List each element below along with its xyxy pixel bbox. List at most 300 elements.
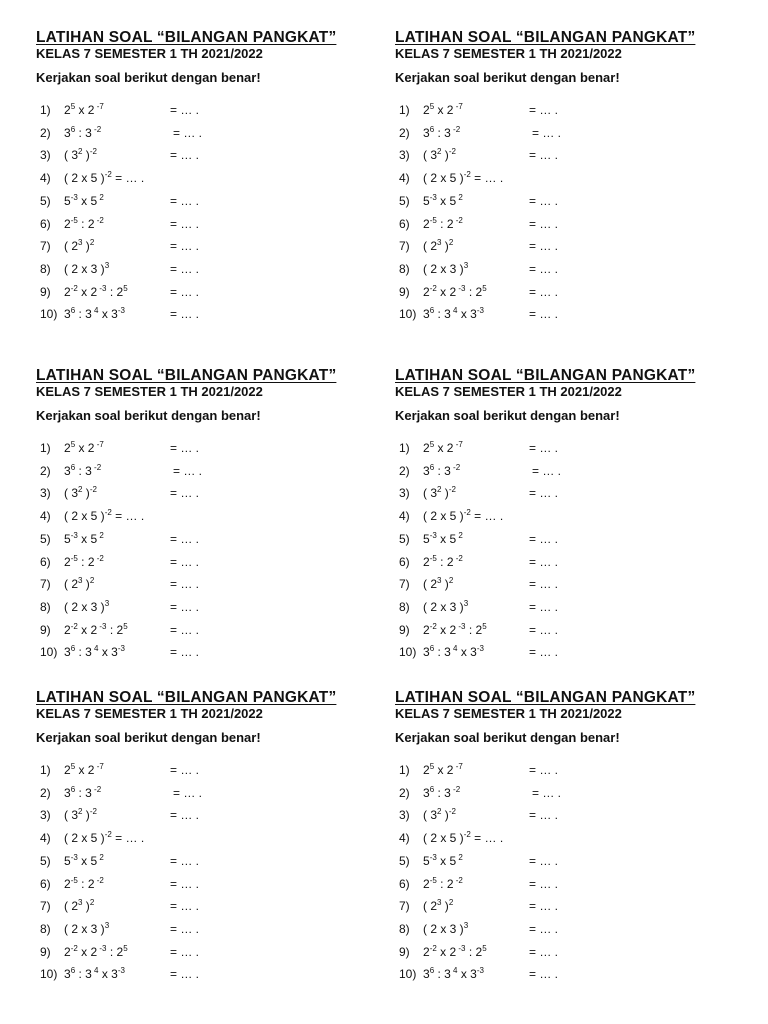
expression-text: ) bbox=[441, 577, 449, 592]
expression-text: ( 2 bbox=[64, 899, 79, 914]
worksheet-block bbox=[395, 29, 745, 322]
expression-text: 5 bbox=[64, 853, 71, 868]
exponent: 5 bbox=[482, 943, 487, 953]
answer-blank: = … . bbox=[170, 967, 200, 982]
exponent: 5 bbox=[123, 621, 128, 631]
expression-text: 3 bbox=[423, 785, 430, 800]
expression-text: x 3 bbox=[98, 307, 118, 322]
exponent: -3 bbox=[429, 192, 437, 202]
expression-text: x 2 bbox=[77, 944, 98, 959]
exponent: 3 bbox=[463, 920, 469, 930]
expression-text: 3 bbox=[64, 307, 71, 322]
expression-text: : 2 bbox=[77, 554, 95, 569]
exponent: -7 bbox=[94, 762, 104, 771]
question-number: 2) bbox=[399, 125, 410, 140]
exponent: 5 bbox=[70, 102, 76, 111]
question-expression bbox=[423, 598, 468, 616]
answer-blank: = … . bbox=[170, 103, 200, 117]
expression-text: x 5 bbox=[436, 531, 457, 546]
expression-text: : 3 bbox=[434, 307, 451, 322]
answer-blank: = … . bbox=[170, 853, 200, 868]
exponent: -5 bbox=[429, 215, 437, 225]
exponent: -2 bbox=[70, 943, 78, 953]
question-expression bbox=[64, 439, 104, 457]
question-expression bbox=[423, 943, 487, 961]
worksheet-block bbox=[36, 367, 386, 660]
question-expression bbox=[423, 146, 456, 164]
question-expression bbox=[423, 829, 503, 847]
answer-blank: = … . bbox=[529, 577, 559, 592]
question-number: 8) bbox=[399, 921, 410, 936]
exponent: -2 bbox=[463, 170, 471, 180]
exponent: 6 bbox=[70, 462, 76, 472]
expression-text: : 2 bbox=[465, 284, 483, 299]
expression-text: : 2 bbox=[436, 554, 454, 569]
question-expression bbox=[64, 124, 101, 142]
answer-blank: = … . bbox=[529, 261, 559, 276]
question-expression bbox=[64, 575, 94, 593]
exponent: 3 bbox=[463, 260, 469, 270]
question-number: 1) bbox=[399, 763, 410, 777]
exponent: -2 bbox=[450, 124, 461, 134]
answer-blank: = … . bbox=[170, 763, 200, 777]
expression-text: 3 bbox=[64, 785, 71, 800]
expression-text: 5 bbox=[423, 193, 430, 208]
exponent: 2 bbox=[97, 852, 104, 862]
worksheet-instruction: Kerjakan soal berikut dengan benar! bbox=[36, 70, 261, 85]
exponent: 4 bbox=[91, 644, 99, 654]
expression-text: ( 2 x 3 ) bbox=[423, 261, 464, 276]
expression-text: ) bbox=[441, 239, 449, 254]
question-expression bbox=[423, 439, 463, 457]
answer-blank: = … . bbox=[529, 441, 559, 455]
expression-text: 2 bbox=[423, 554, 430, 569]
exponent: -3 bbox=[476, 306, 484, 316]
exponent: -2 bbox=[429, 621, 437, 631]
expression-text: = … . bbox=[111, 831, 145, 846]
expression-text: x 2 bbox=[434, 441, 454, 455]
exponent: 5 bbox=[70, 440, 76, 449]
worksheet-title: LATIHAN SOAL “BILANGAN PANGKAT” bbox=[395, 689, 696, 706]
answer-blank: = … . bbox=[170, 876, 200, 891]
question-number: 1) bbox=[399, 441, 410, 455]
question-expression bbox=[423, 965, 484, 983]
answer-blank: = … . bbox=[529, 808, 559, 823]
question-expression bbox=[423, 852, 463, 870]
question-expression bbox=[64, 553, 104, 571]
expression-text: ( 3 bbox=[423, 148, 438, 163]
expression-text: 2 bbox=[64, 441, 71, 455]
question-expression bbox=[423, 530, 463, 548]
exponent: -2 bbox=[94, 553, 104, 563]
exponent: -3 bbox=[456, 283, 466, 293]
question-expression bbox=[423, 484, 456, 502]
expression-text: x 2 bbox=[436, 284, 457, 299]
exponent: 5 bbox=[429, 440, 435, 449]
expression-text: : 3 bbox=[75, 785, 92, 800]
expression-text: x 2 bbox=[434, 763, 454, 777]
expression-text: x 5 bbox=[436, 193, 457, 208]
question-expression bbox=[423, 192, 463, 210]
question-number: 8) bbox=[399, 599, 410, 614]
question-expression bbox=[423, 169, 503, 187]
question-number: 7) bbox=[399, 577, 410, 592]
exponent: -7 bbox=[94, 102, 104, 111]
answer-blank: = … . bbox=[529, 216, 559, 231]
exponent: 2 bbox=[437, 485, 442, 495]
exponent: -7 bbox=[453, 440, 463, 449]
worksheet-instruction: Kerjakan soal berikut dengan benar! bbox=[395, 408, 620, 423]
expression-text: : 2 bbox=[77, 876, 95, 891]
exponent: -3 bbox=[117, 966, 125, 976]
expression-text: ( 2 x 3 ) bbox=[64, 599, 105, 614]
expression-text: ) bbox=[82, 808, 90, 823]
question-number: 9) bbox=[40, 622, 51, 637]
worksheet-instruction: Kerjakan soal berikut dengan benar! bbox=[395, 730, 620, 745]
exponent: 6 bbox=[429, 306, 435, 316]
exponent: -2 bbox=[89, 807, 97, 817]
expression-text: 2 bbox=[64, 216, 71, 231]
answer-blank: = … . bbox=[529, 599, 559, 614]
question-number: 2) bbox=[40, 125, 51, 140]
answer-blank: = … . bbox=[170, 307, 200, 322]
exponent: 3 bbox=[463, 598, 469, 608]
exponent: 2 bbox=[456, 852, 463, 862]
question-expression bbox=[423, 305, 484, 323]
question-number: 2) bbox=[399, 785, 410, 800]
exponent: 3 bbox=[78, 898, 83, 908]
worksheet-instruction: Kerjakan soal berikut dengan benar! bbox=[395, 70, 620, 85]
exponent: -3 bbox=[97, 283, 107, 293]
exponent: -5 bbox=[429, 875, 437, 885]
expression-text: ) bbox=[441, 899, 449, 914]
expression-text: 3 bbox=[423, 463, 430, 478]
question-expression bbox=[423, 761, 463, 779]
question-number: 4) bbox=[399, 171, 410, 186]
expression-text: : 3 bbox=[434, 463, 451, 478]
question-expression bbox=[423, 643, 484, 661]
expression-text: ( 2 bbox=[423, 239, 438, 254]
answer-blank: = … . bbox=[532, 463, 562, 478]
expression-text: 3 bbox=[423, 645, 430, 660]
question-number: 9) bbox=[399, 284, 410, 299]
question-number: 10) bbox=[399, 307, 417, 322]
question-expression bbox=[64, 215, 104, 233]
question-expression bbox=[64, 507, 144, 525]
exponent: 5 bbox=[482, 621, 487, 631]
expression-text: 2 bbox=[64, 944, 71, 959]
expression-text: x 2 bbox=[75, 441, 95, 455]
expression-text: ( 2 x 5 ) bbox=[423, 831, 464, 846]
question-number: 8) bbox=[40, 599, 51, 614]
question-number: 7) bbox=[40, 899, 51, 914]
expression-text: 3 bbox=[423, 125, 430, 140]
expression-text: ( 2 x 5 ) bbox=[423, 509, 464, 524]
expression-text: ( 2 x 5 ) bbox=[64, 509, 105, 524]
answer-blank: = … . bbox=[173, 463, 203, 478]
question-expression bbox=[423, 101, 463, 119]
exponent: 2 bbox=[89, 898, 95, 908]
expression-text: : 3 bbox=[434, 645, 451, 660]
expression-text: 2 bbox=[64, 103, 71, 117]
question-number: 10) bbox=[40, 307, 58, 322]
exponent: -5 bbox=[70, 553, 78, 563]
worksheet-block bbox=[395, 367, 745, 660]
worksheet-subtitle: KELAS 7 SEMESTER 1 TH 2021/2022 bbox=[36, 46, 263, 61]
question-expression bbox=[423, 260, 468, 278]
expression-text: : 3 bbox=[75, 463, 92, 478]
question-expression bbox=[423, 621, 487, 639]
exponent: -2 bbox=[448, 147, 456, 157]
expression-text: x 2 bbox=[75, 103, 95, 117]
exponent: 6 bbox=[70, 966, 76, 976]
question-number: 7) bbox=[399, 899, 410, 914]
exponent: 6 bbox=[70, 124, 76, 134]
answer-blank: = … . bbox=[529, 876, 559, 891]
expression-text: x 3 bbox=[457, 307, 477, 322]
expression-text: : 3 bbox=[75, 967, 92, 982]
question-number: 3) bbox=[40, 808, 51, 823]
exponent: -3 bbox=[476, 644, 484, 654]
expression-text: ) bbox=[441, 808, 449, 823]
answer-blank: = … . bbox=[529, 239, 559, 254]
expression-text: 2 bbox=[64, 763, 71, 777]
question-expression bbox=[64, 761, 104, 779]
expression-text: x 3 bbox=[457, 645, 477, 660]
question-expression bbox=[423, 237, 453, 255]
exponent: -2 bbox=[94, 215, 104, 225]
exponent: 3 bbox=[437, 898, 442, 908]
answer-blank: = … . bbox=[170, 577, 200, 592]
expression-text: : 2 bbox=[436, 876, 454, 891]
question-expression bbox=[423, 784, 460, 802]
question-expression bbox=[423, 920, 468, 938]
answer-blank: = … . bbox=[170, 216, 200, 231]
expression-text: ) bbox=[82, 148, 90, 163]
question-number: 9) bbox=[40, 944, 51, 959]
expression-text: : 2 bbox=[77, 216, 95, 231]
question-expression bbox=[64, 283, 128, 301]
expression-text: x 2 bbox=[436, 622, 457, 637]
question-number: 6) bbox=[399, 216, 410, 231]
expression-text: x 5 bbox=[436, 853, 457, 868]
worksheet-block bbox=[36, 29, 386, 322]
exponent: 6 bbox=[70, 306, 76, 316]
worksheet-title: LATIHAN SOAL “BILANGAN PANGKAT” bbox=[395, 367, 696, 384]
exponent: -2 bbox=[91, 462, 102, 472]
exponent: 6 bbox=[429, 644, 435, 654]
answer-blank: = … . bbox=[170, 622, 200, 637]
worksheet-instruction: Kerjakan soal berikut dengan benar! bbox=[36, 408, 261, 423]
question-expression bbox=[64, 943, 128, 961]
expression-text: ( 3 bbox=[64, 486, 79, 501]
answer-blank: = … . bbox=[170, 486, 200, 501]
question-number: 9) bbox=[399, 622, 410, 637]
exponent: 2 bbox=[89, 238, 95, 248]
question-number: 1) bbox=[40, 103, 51, 117]
exponent: 2 bbox=[78, 147, 83, 157]
expression-text: ( 2 x 3 ) bbox=[64, 261, 105, 276]
expression-text: : 3 bbox=[434, 785, 451, 800]
question-number: 9) bbox=[40, 284, 51, 299]
exponent: -2 bbox=[453, 553, 463, 563]
question-expression bbox=[64, 897, 94, 915]
worksheet-title: LATIHAN SOAL “BILANGAN PANGKAT” bbox=[36, 689, 337, 706]
question-expression bbox=[423, 553, 463, 571]
question-number: 7) bbox=[40, 577, 51, 592]
exponent: -2 bbox=[70, 621, 78, 631]
question-number: 10) bbox=[40, 967, 58, 982]
question-expression bbox=[64, 852, 104, 870]
question-expression bbox=[64, 192, 104, 210]
question-number: 10) bbox=[399, 645, 417, 660]
question-expression bbox=[64, 598, 109, 616]
expression-text: 2 bbox=[64, 284, 71, 299]
expression-text: = … . bbox=[470, 831, 504, 846]
exponent: 3 bbox=[78, 576, 83, 586]
question-expression bbox=[64, 784, 101, 802]
expression-text: ( 2 x 5 ) bbox=[423, 171, 464, 186]
exponent: 6 bbox=[429, 462, 435, 472]
exponent: 5 bbox=[482, 283, 487, 293]
question-expression bbox=[64, 643, 125, 661]
expression-text: 2 bbox=[64, 876, 71, 891]
expression-text: ( 3 bbox=[423, 808, 438, 823]
question-expression bbox=[423, 507, 503, 525]
expression-text: : 2 bbox=[436, 216, 454, 231]
expression-text: 3 bbox=[64, 463, 71, 478]
expression-text: x 3 bbox=[457, 967, 477, 982]
exponent: -3 bbox=[70, 530, 78, 540]
expression-text: : 3 bbox=[434, 125, 451, 140]
exponent: 2 bbox=[437, 147, 442, 157]
exponent: -5 bbox=[429, 553, 437, 563]
expression-text: ) bbox=[441, 486, 449, 501]
exponent: -7 bbox=[453, 102, 463, 111]
answer-blank: = … . bbox=[529, 307, 559, 322]
question-expression bbox=[423, 124, 460, 142]
exponent: 3 bbox=[78, 238, 83, 248]
exponent: -3 bbox=[97, 621, 107, 631]
question-expression bbox=[64, 462, 101, 480]
expression-text: ) bbox=[82, 577, 90, 592]
expression-text: = … . bbox=[470, 509, 504, 524]
exponent: 4 bbox=[450, 644, 458, 654]
question-number: 3) bbox=[399, 486, 410, 501]
answer-blank: = … . bbox=[529, 853, 559, 868]
exponent: 6 bbox=[429, 124, 435, 134]
worksheet-title: LATIHAN SOAL “BILANGAN PANGKAT” bbox=[36, 29, 337, 46]
question-expression bbox=[64, 829, 144, 847]
expression-text: : 3 bbox=[434, 967, 451, 982]
exponent: -2 bbox=[448, 807, 456, 817]
expression-text: 2 bbox=[423, 103, 430, 117]
answer-blank: = … . bbox=[532, 785, 562, 800]
question-number: 1) bbox=[40, 763, 51, 777]
answer-blank: = … . bbox=[529, 944, 559, 959]
worksheet-subtitle: KELAS 7 SEMESTER 1 TH 2021/2022 bbox=[395, 46, 622, 61]
question-expression bbox=[64, 305, 125, 323]
worksheet-block bbox=[395, 689, 745, 982]
expression-text: ( 2 bbox=[64, 577, 79, 592]
exponent: -2 bbox=[463, 830, 471, 840]
question-number: 2) bbox=[40, 785, 51, 800]
exponent: 5 bbox=[429, 102, 435, 111]
worksheet-block bbox=[36, 689, 386, 982]
question-expression bbox=[64, 237, 94, 255]
answer-blank: = … . bbox=[529, 921, 559, 936]
expression-text: x 2 bbox=[434, 103, 454, 117]
exponent: -2 bbox=[448, 485, 456, 495]
answer-blank: = … . bbox=[170, 599, 200, 614]
question-number: 6) bbox=[40, 876, 51, 891]
expression-text: x 2 bbox=[77, 284, 98, 299]
question-number: 3) bbox=[40, 486, 51, 501]
exponent: 2 bbox=[97, 192, 104, 202]
exponent: -3 bbox=[429, 852, 437, 862]
question-number: 2) bbox=[399, 463, 410, 478]
question-expression bbox=[64, 920, 109, 938]
answer-blank: = … . bbox=[170, 531, 200, 546]
expression-text: x 5 bbox=[77, 853, 98, 868]
question-expression bbox=[64, 806, 97, 824]
exponent: 2 bbox=[448, 238, 454, 248]
exponent: -2 bbox=[89, 485, 97, 495]
expression-text: x 2 bbox=[77, 622, 98, 637]
question-number: 4) bbox=[40, 831, 51, 846]
exponent: 3 bbox=[437, 238, 442, 248]
answer-blank: = … . bbox=[170, 899, 200, 914]
exponent: -3 bbox=[456, 943, 466, 953]
expression-text: x 2 bbox=[436, 944, 457, 959]
expression-text: ( 2 bbox=[64, 239, 79, 254]
answer-blank: = … . bbox=[170, 284, 200, 299]
question-expression bbox=[423, 575, 453, 593]
worksheet-subtitle: KELAS 7 SEMESTER 1 TH 2021/2022 bbox=[36, 384, 263, 399]
answer-blank: = … . bbox=[173, 785, 203, 800]
answer-blank: = … . bbox=[170, 645, 200, 660]
exponent: 2 bbox=[448, 898, 454, 908]
exponent: 3 bbox=[104, 920, 110, 930]
question-expression bbox=[64, 169, 144, 187]
exponent: -2 bbox=[463, 508, 471, 518]
expression-text: 3 bbox=[64, 645, 71, 660]
exponent: -2 bbox=[91, 784, 102, 794]
answer-blank: = … . bbox=[529, 531, 559, 546]
question-number: 1) bbox=[40, 441, 51, 455]
question-number: 7) bbox=[40, 239, 51, 254]
answer-blank: = … . bbox=[170, 148, 200, 163]
expression-text: : 2 bbox=[106, 284, 124, 299]
answer-blank: = … . bbox=[170, 808, 200, 823]
expression-text: 3 bbox=[64, 125, 71, 140]
question-expression bbox=[64, 621, 128, 639]
answer-blank: = … . bbox=[529, 763, 559, 777]
exponent: 3 bbox=[104, 260, 110, 270]
question-expression bbox=[423, 283, 487, 301]
exponent: -3 bbox=[476, 966, 484, 976]
answer-blank: = … . bbox=[170, 261, 200, 276]
exponent: 2 bbox=[456, 192, 463, 202]
exponent: 4 bbox=[450, 966, 458, 976]
expression-text: 2 bbox=[423, 216, 430, 231]
question-number: 5) bbox=[399, 531, 410, 546]
expression-text: ( 3 bbox=[423, 486, 438, 501]
exponent: -2 bbox=[450, 784, 461, 794]
exponent: -2 bbox=[453, 215, 463, 225]
question-number: 10) bbox=[399, 967, 417, 982]
question-expression bbox=[64, 875, 104, 893]
